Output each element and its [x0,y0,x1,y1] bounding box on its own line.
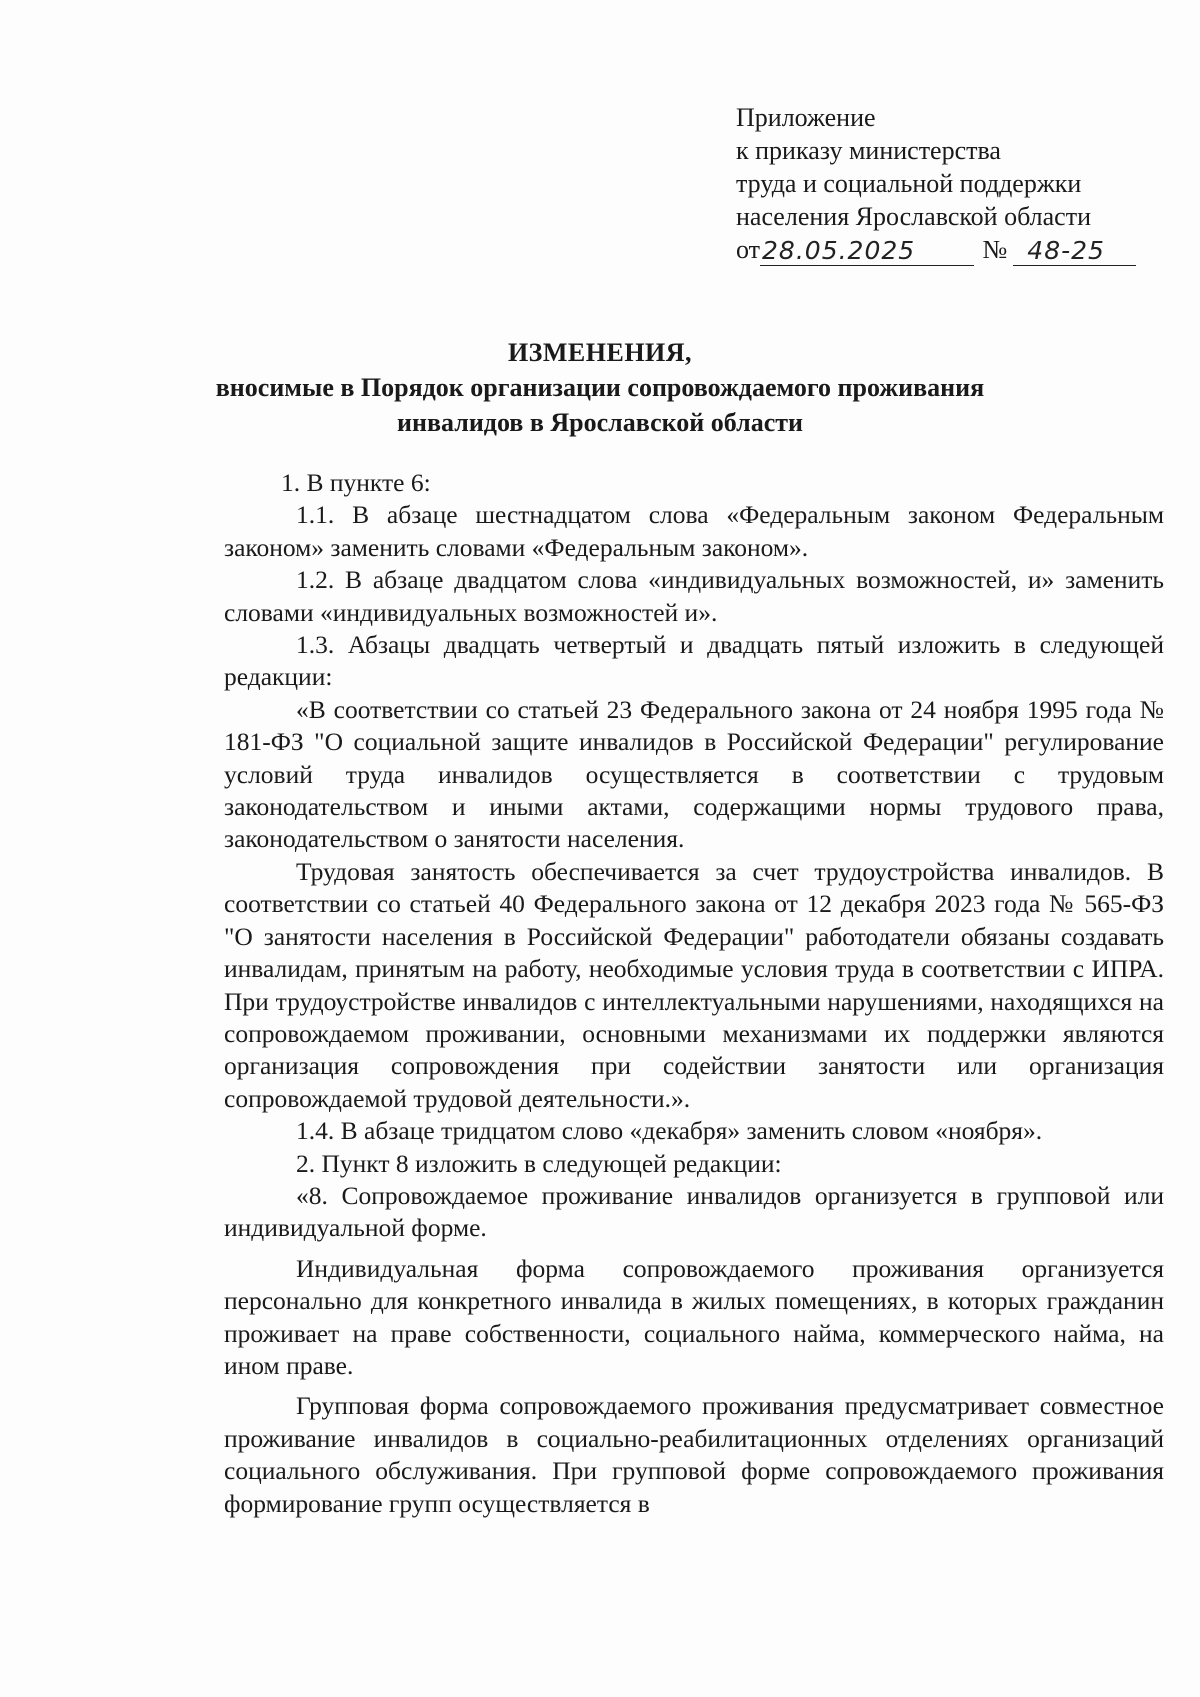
appendix-title: Приложение [736,103,876,132]
appendix-order-ref: к приказу министерства [736,136,1001,165]
date-label: от [736,235,761,264]
number-label: № [982,235,1008,264]
title-subtitle-line1: вносимые в Порядок организации сопровождаемого проживания [215,373,985,402]
paragraph-1-2: 1.2. В абзаце двадцатом слова «индивидуальных возможностей, и» заменить словами «индивидуальных возможностей и». [224,565,1164,627]
paragraph-1-1: 1.1. В абзаце шестнадцатом слова «Федеральным законом Федеральным законом» заменить словами «Федеральным законом». [224,500,1164,562]
title-subtitle-line2: инвалидов в Ярославской области [397,408,803,437]
quoted-paragraph-1: «В соответствии со статьей 23 Федерального закона от 24 ноября 1995 года № 181-ФЗ "О социальной защите инвалидов в Российской Федерации" регулирование условий труда инвалидов осуществляется в соответствии с трудовым законодательством и иными актами, содержащими нормы трудового права, законодательством о занятости населения. [224,694,1164,854]
paragraph-gap [224,1245,1164,1253]
appendix-ministry-line: труда и социальной поддержки [736,169,1082,198]
paragraph-1: 1. В пункте 6: [281,468,431,497]
title-main: ИЗМЕНЕНИЯ, [507,338,693,367]
appendix-header [736,101,1136,266]
handwritten-date: 28.05.2025 [760,237,974,266]
appendix-region-line: населения Ярославской области [736,202,1091,231]
appendix-date-number-line [736,233,1136,266]
paragraph-gap [224,1382,1164,1390]
handwritten-number: 48-25 [1013,237,1136,266]
paragraph-1-4: 1.4. В абзаце тридцатом слово «декабря» заменить словом «ноября». [296,1116,1043,1146]
quoted-paragraph-3: «8. Сопровождаемое проживание инвалидов организуется в групповой или индивидуальной форме. [224,1180,1164,1243]
quoted-paragraph-5: Групповая форма сопровождаемого проживания предусматривает совместное проживание инвалидов в социально-реабилитационных отделениях организаций социального обслуживания. При групповой форме сопровождаемого проживания формирование групп осуществляется в [224,1391,1164,1518]
document-title [200,335,1000,440]
quoted-paragraph-4: Индивидуальная форма сопровождаемого проживания организуется персонально для конкретного инвалида в жилых помещениях, в которых гражданин проживает на праве собственности, социального найма, коммерческого найма, на ином праве. [224,1253,1164,1380]
document-body [224,467,1164,1520]
quoted-paragraph-2: Трудовая занятость обеспечивается за счет трудоустройства инвалидов. В соответствии со статьей 40 Федерального закона от 12 декабря 2023 года № 565-ФЗ "О занятости населения в Российской Федерации" работодатели обязаны создавать инвалидам, принятым на работу, необходимые условия труда в соответствии с ИПРА. При трудоустройстве инвалидов с интеллектуальными нарушениями, находящихся на сопровождаемом проживании, основными механизмами их поддержки являются организация сопровождения при содействии занятости или организация сопровождаемой трудовой деятельности.». [224,856,1164,1113]
paragraph-1-3: 1.3. Абзацы двадцать четвертый и двадцать пятый изложить в следующей редакции: [224,630,1164,692]
paragraph-2: 2. Пункт 8 изложить в следующей редакции: [296,1148,782,1178]
